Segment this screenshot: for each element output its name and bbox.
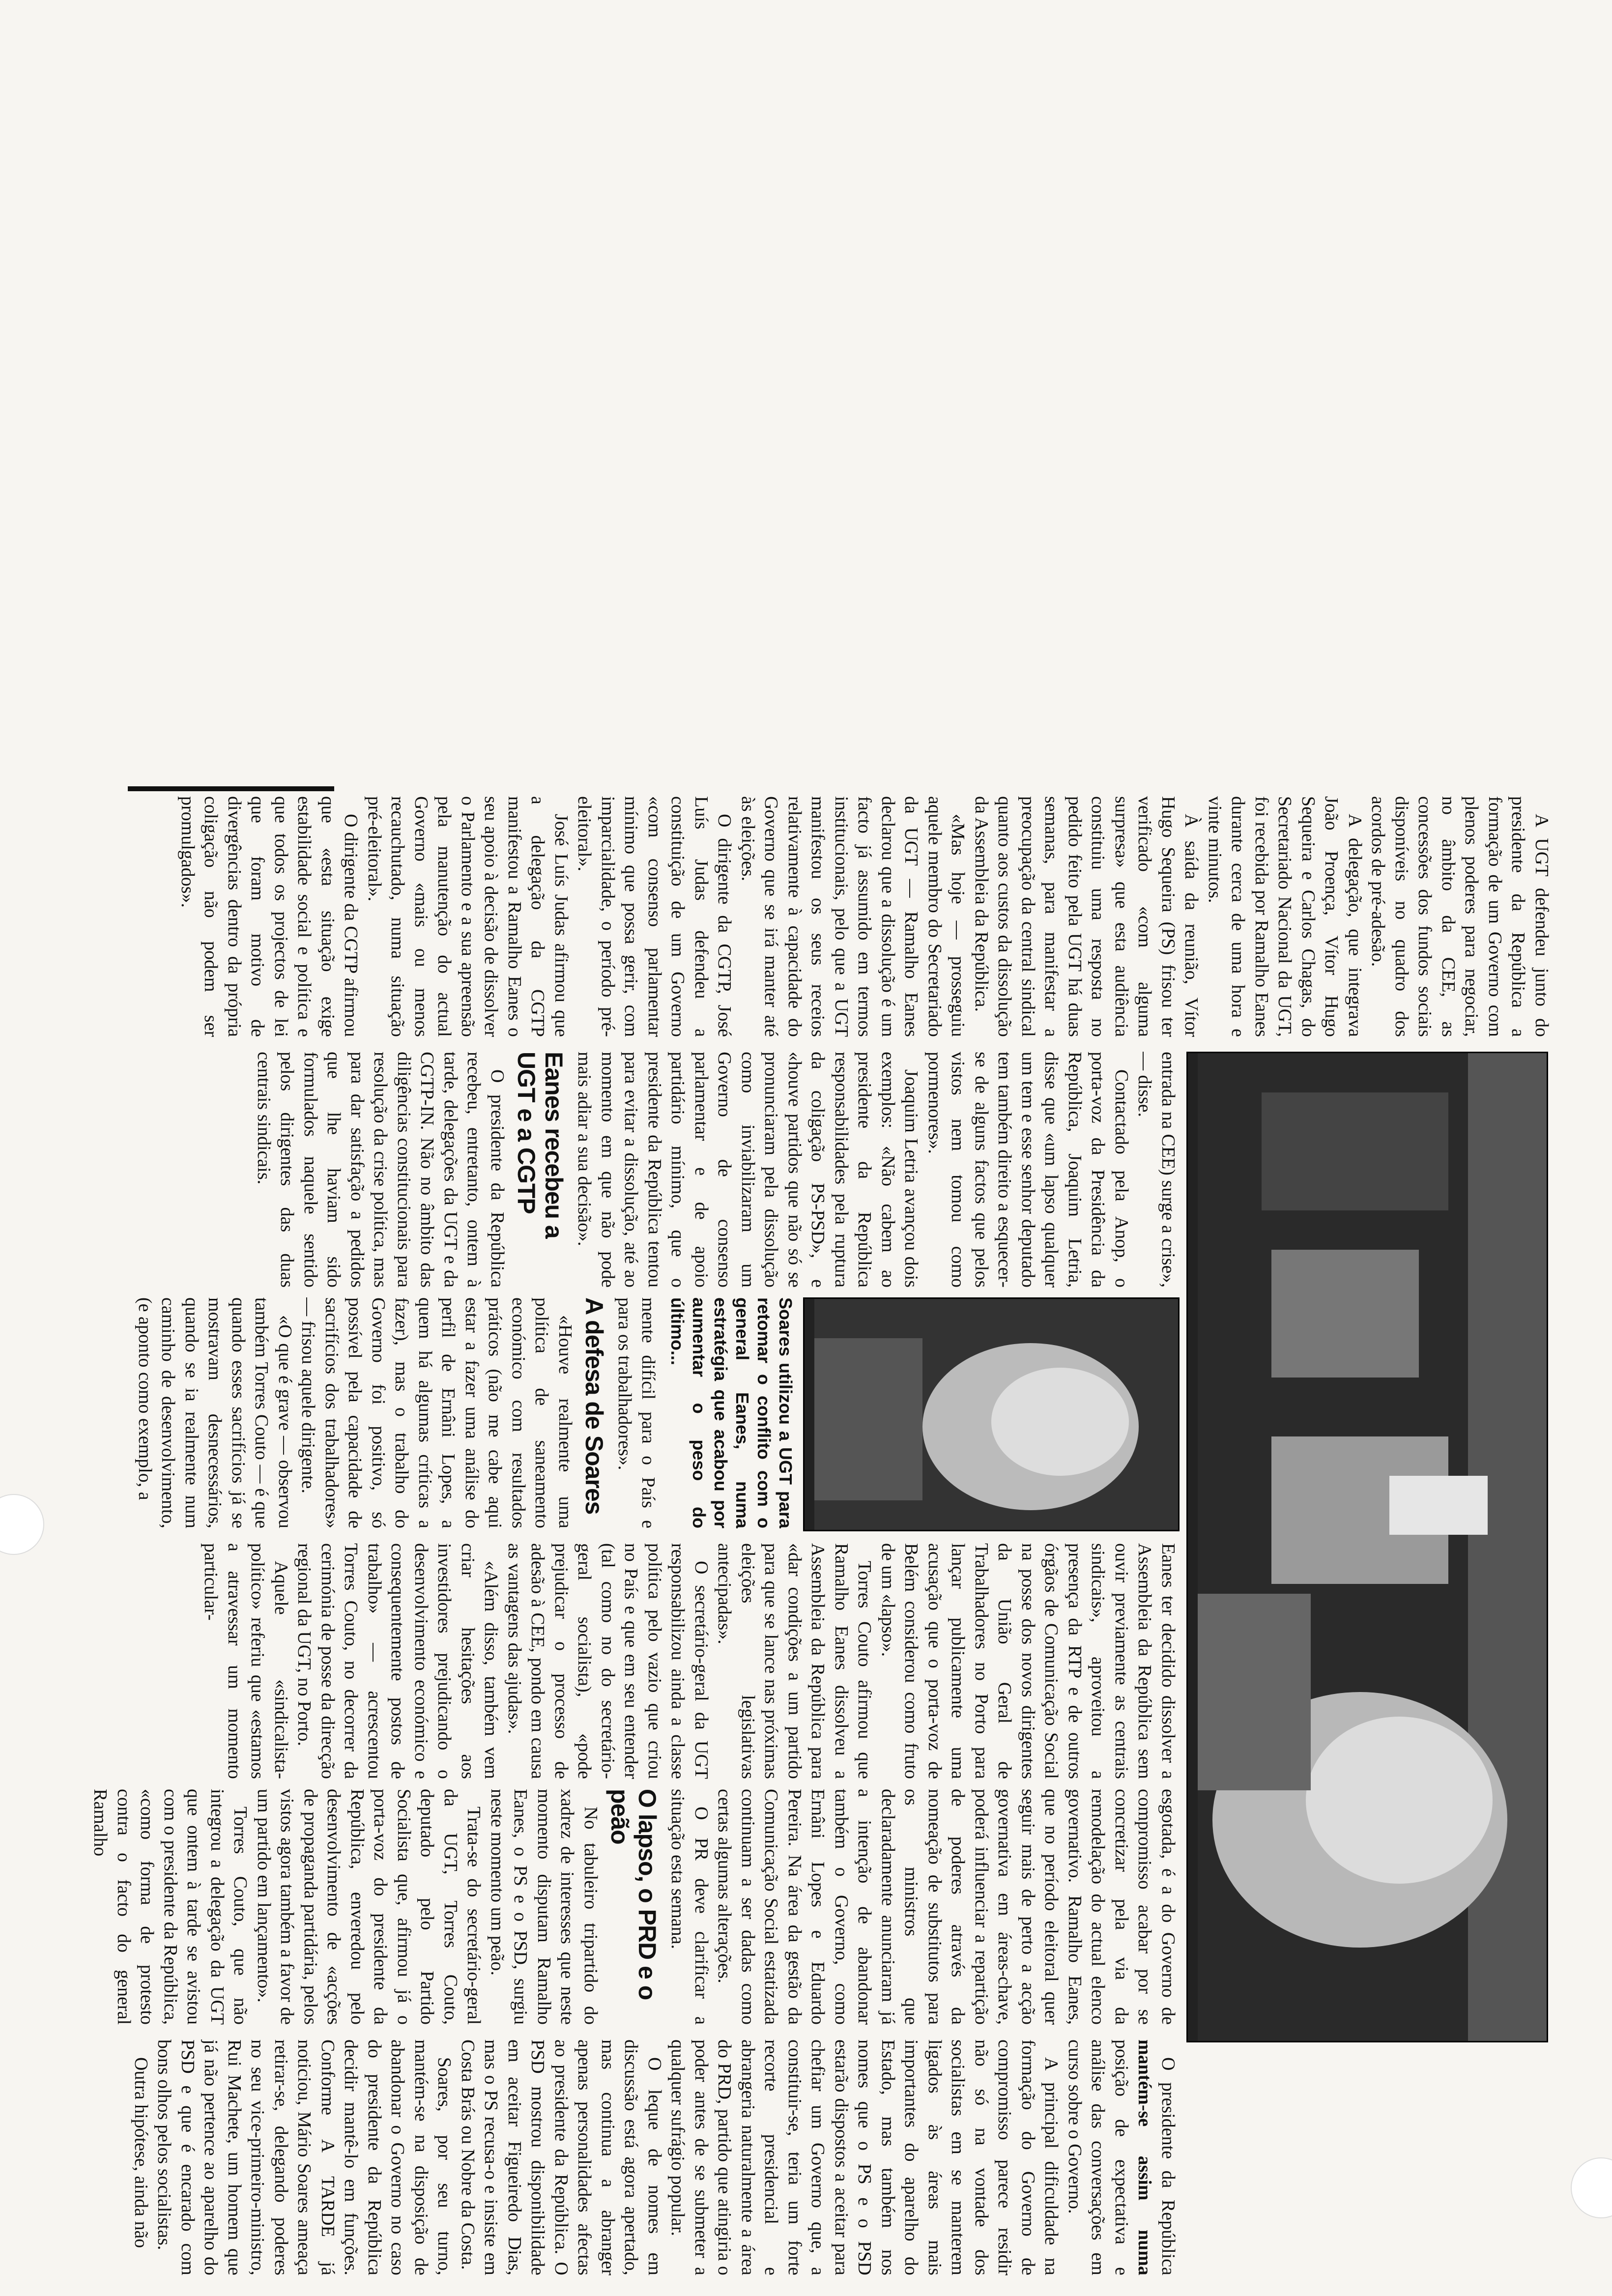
photo-caption: Soares utilizou a UGT para retomar o conflito com o general Eanes, numa estratégia que acabou por aumentar o peso do último... bbox=[667, 1297, 796, 1528]
paragraph: Aquele «sindicalista-político» referiu que «estamos a atravessar um momento particular- bbox=[201, 1543, 291, 1779]
paragraph bbox=[1063, 2039, 1180, 2275]
paragraph: Torres Couto, que não integrou a delegação da UGT que ontem à tarde se avistou com o presidente da República, «como forma de protesto contra o facto do general Ramalho bbox=[90, 1789, 251, 2025]
paragraph-rest: posição de expectativa e análise das conversações em curso sobre o Governo. bbox=[1065, 2039, 1132, 2275]
paragraph: Trata-se do secretário-geral da UGT, Torres Couto, deputado pelo Partido Socialista que, afirmou já o porta-voz do presidente da República, enveredou pelo desenvolvimento de «acções de propaganda partidária, pelos vistos agora também a favor de um partido em lançamento». bbox=[254, 1789, 485, 2025]
section-heading: A defesa de Soares bbox=[580, 1297, 608, 1515]
section-heading: Eanes recebeu a UGT e a CGTP bbox=[513, 1052, 568, 1238]
paragraph: entrada na CEE) surge a crise», — disse. bbox=[1134, 1052, 1179, 1288]
paragraph: O dirigente da CGTP afirmou que «esta situação exige estabilidade social e política e que todos os projectos de lei que foram motivo de divergências dentro da própria coligação não podem ser promulgados». bbox=[177, 796, 362, 1037]
article-col5 bbox=[10, 1052, 1180, 1288]
paragraph: A UGT defendeu junto do presidente da República a formação de um Governo com plenos poderes para negociar, no âmbito da CEE, as concessões dos fundos sociais disponíveis no quadro dos acordos de pré-adesão. bbox=[1368, 796, 1552, 1037]
paragraph: O PR deve clarificar a situação esta semana. bbox=[667, 1789, 712, 2025]
paragraph: O dirigente da CGTP, José Luís Judas defendeu a constituição de um Governo «com consenso parlamentar mínimo que possa gerir, com imparcialidade, o período pré-eleitoral». bbox=[574, 796, 735, 1037]
paragraph: À saída da reunião, Vítor Hugo Sequeira (PS) frisou ter verificado «com alguma surpresa» que esta audiência constituiu uma resposta no pedido feito pela UGT há duas semanas, para manifestar a preocupação da central sindical quanto aos custos da dissolução da Assembleia da República. bbox=[971, 796, 1202, 1037]
photo-soares-portrait bbox=[803, 1297, 1180, 1531]
paragraph: O secretário-geral da UGT responsabilizou ainda a classe política pelo vazio que criou no País e que em seu entender (tal como no do secretário-geral socialista), «pode prejudicar o processo de adesão à CEE, pondo em causa as vantagens das ajudas». bbox=[504, 1543, 712, 1779]
paragraph: Outra hipótese, ainda não bbox=[131, 2057, 151, 2248]
paragraph: «Mas hoje — prosseguiu aquele membro do Secretariado da UGT — Ramalho Eanes declarou que a dissolução é um facto já assumido em termos institucionais, pelo que a UGT manifestou os seus receios relativamente à capacidade do Governo que se irá manter até às eleições. bbox=[738, 796, 969, 1037]
binder-hole-left bbox=[1571, 2157, 1612, 2218]
article-col4 bbox=[10, 1297, 796, 1528]
column-rule bbox=[128, 786, 334, 791]
photo-torres-couto bbox=[1186, 1052, 1548, 2042]
article-col3 bbox=[10, 1543, 1180, 1779]
article-col6 bbox=[10, 796, 1553, 1037]
paragraph: Eanes ter decidido dissolver a Assembleia da República sem ouvir previamente as centrais sindicais», aproveitou a presença da RTP e de outros órgãos de Comunicação Social na posse dos novos dirigentes da União Geral de Trabalhadores no Porto para lançar publicamente uma acusação que o porta-voz de Belém considerou como fruto de um «lapso». bbox=[878, 1543, 1179, 1779]
paragraph: A principal dificuldade na formação do Governo de compromisso parece residir não só na vontade dos socialistas em se manterem ligados às áreas mais importantes do aparelho do Estado, mas também nos nomes que o PS e o PSD estarão dispostos a aceitar para chefiar um Governo que, a constituir-se, teria um forte recorte presidencial e abrangeria naturalmente a área do PRD, partido que atingiria o poder antes de se submeter a qualquer sufrágio popular. bbox=[667, 2039, 1062, 2275]
paragraph: Contactado pela Anop, o porta-voz da Presidência da República, Joaquim Letria, disse que «um lapso qualquer um tem e esse senhor deputado tem também direito a esquecer-se de alguns factos que pelos vistos nem tomou como pormenores». bbox=[924, 1052, 1132, 1288]
paragraph: Joaquim Letria avançou dois exemplos: «Não cabem ao presidente da República responsabilidades pela ruptura da coligação PS-PSD», e «houve partidos que não só se pronunciaram pela dissolução como inviabilizaram um Governo de consenso parlamentar e de apoio partidário mínimo, que o presidente da República tentou para evitar a dissolução, até ao momento em que não pode mais adiar a sua decisão». bbox=[574, 1052, 922, 1288]
paragraph: «O que é grave — observou também Torres Couto — é que quando esses sacrifícios já se mostravam desnecessários, quando se ia realmente num caminho de desenvolvimento, (e aponto como exemplo, a bbox=[135, 1297, 295, 1528]
paragraph: O presidente da República recebeu, entretanto, ontem à tarde, delegações da UGT e da CGTP-IN. Não no âmbito das diligências constitucionais para resolução da crise política, mas para dar satisfação a pedidos que lhe haviam sido formulados naquele sentido pelos dirigentes das duas centrais sindicais. bbox=[254, 1052, 508, 1288]
paragraph-lead: O presidente da República bbox=[1158, 2057, 1179, 2275]
paragraph: Torres Couto afirmou que Ramalho Eanes dissolveu a Assembleia da República para «dar condições a um partido para que se lance nas próximas eleições legislativas antecipadas». bbox=[714, 1543, 875, 1779]
paragraph: José Luís Judas afirmou que a delegação da CGTP manifestou a Ramalho Eanes o seu apoio à decisão de dissolver o Parlamento e a sua apreensão pela manutenção do actual Governo «mais ou menos recauchutado, numa situação pré-eleitoral». bbox=[364, 796, 572, 1037]
paragraph: esgotada, é a do Governo de compromisso acabar por se concretizar pela via da remodelação do actual elenco governativo. Ramalho Eanes, que no período eleitoral quer seguir mais de perto a acção governativa em áreas-chave, poderá influenciar a repartição de poderes através da nomeação de substitutos para os ministros que declaradamente anunciaram já a intenção de abandonar também o Governo, como Ernâni Lopes e Eduardo Pereira. Na área da gestão da Comunicação Social estatizada continuam a ser dadas como certas algumas alterações. bbox=[714, 1789, 1179, 2025]
section-heading: O lapso, o PRD e o peão bbox=[606, 1789, 661, 2000]
paragraph: O leque de nomes em discussão está agora apertado, mas continua a abranger apenas personalidades afectas ao presidente da República. O PSD mostrou disponibilidade em aceitar Figueiredo Dias, mas o PS recusa-o e insiste em Costa Brás ou Nobre da Costa. bbox=[458, 2039, 665, 2275]
article-col1 bbox=[10, 2039, 1180, 2275]
paragraph: mente difícil para o País e para os trabalhadores». bbox=[614, 1297, 659, 1528]
paragraph: «Houve realmente uma política de saneamento económico com resultados práticos (não me cabe aqui estar a fazer uma análise do perfil de Ernâni Lopes, a quem há algumas críticas a fazer), mas o trabalho do Governo foi positivo, só possível pela capacidade de sacrifícios dos trabalhadores» — frisou aquele dirigente. bbox=[298, 1297, 576, 1528]
paragraph: No tabuleiro tripartido do xadrez de interesses que neste momento disputam Ramalho Eanes, o PS e o PSD, surgiu neste momento um peão. bbox=[487, 1789, 601, 2025]
paragraph-lead-bold: mantém-se assim numa bbox=[1134, 2039, 1155, 2275]
paragraph: A delegação, que integrava João Proença, Vítor Hugo Sequeira e Carlos Chagas, do Secretariado Nacional da UGT, foi recebida por Ramalho Eanes durante cerca de uma hora e vinte minutos. bbox=[1205, 796, 1365, 1037]
article-col2 bbox=[10, 1789, 1180, 2025]
paragraph: Soares, por seu turno, mantém-se na disposição de abandonar o Governo no caso do presidente da República decidir mantê-lo em funções. Conforme A TARDE já noticiou, Mário Soares ameaça retirar-se, delegando poderes no seu vice-primeiro-ministro, Rui Machete, um homem que já não pertence ao aparelho do PSD e que é encarado com bons olhos pelos socialistas. bbox=[154, 2039, 455, 2275]
photo-image bbox=[1198, 1053, 1547, 2042]
paragraph: «Além disso, também vem criar hesitações aos investidores prejudicando o desenvolvimento económico e consequentemente postos de trabalho» — acrescentou Torres Couto, no decorrer da cerimónia de posse da direcção regional da UGT, no Porto. bbox=[294, 1543, 502, 1779]
